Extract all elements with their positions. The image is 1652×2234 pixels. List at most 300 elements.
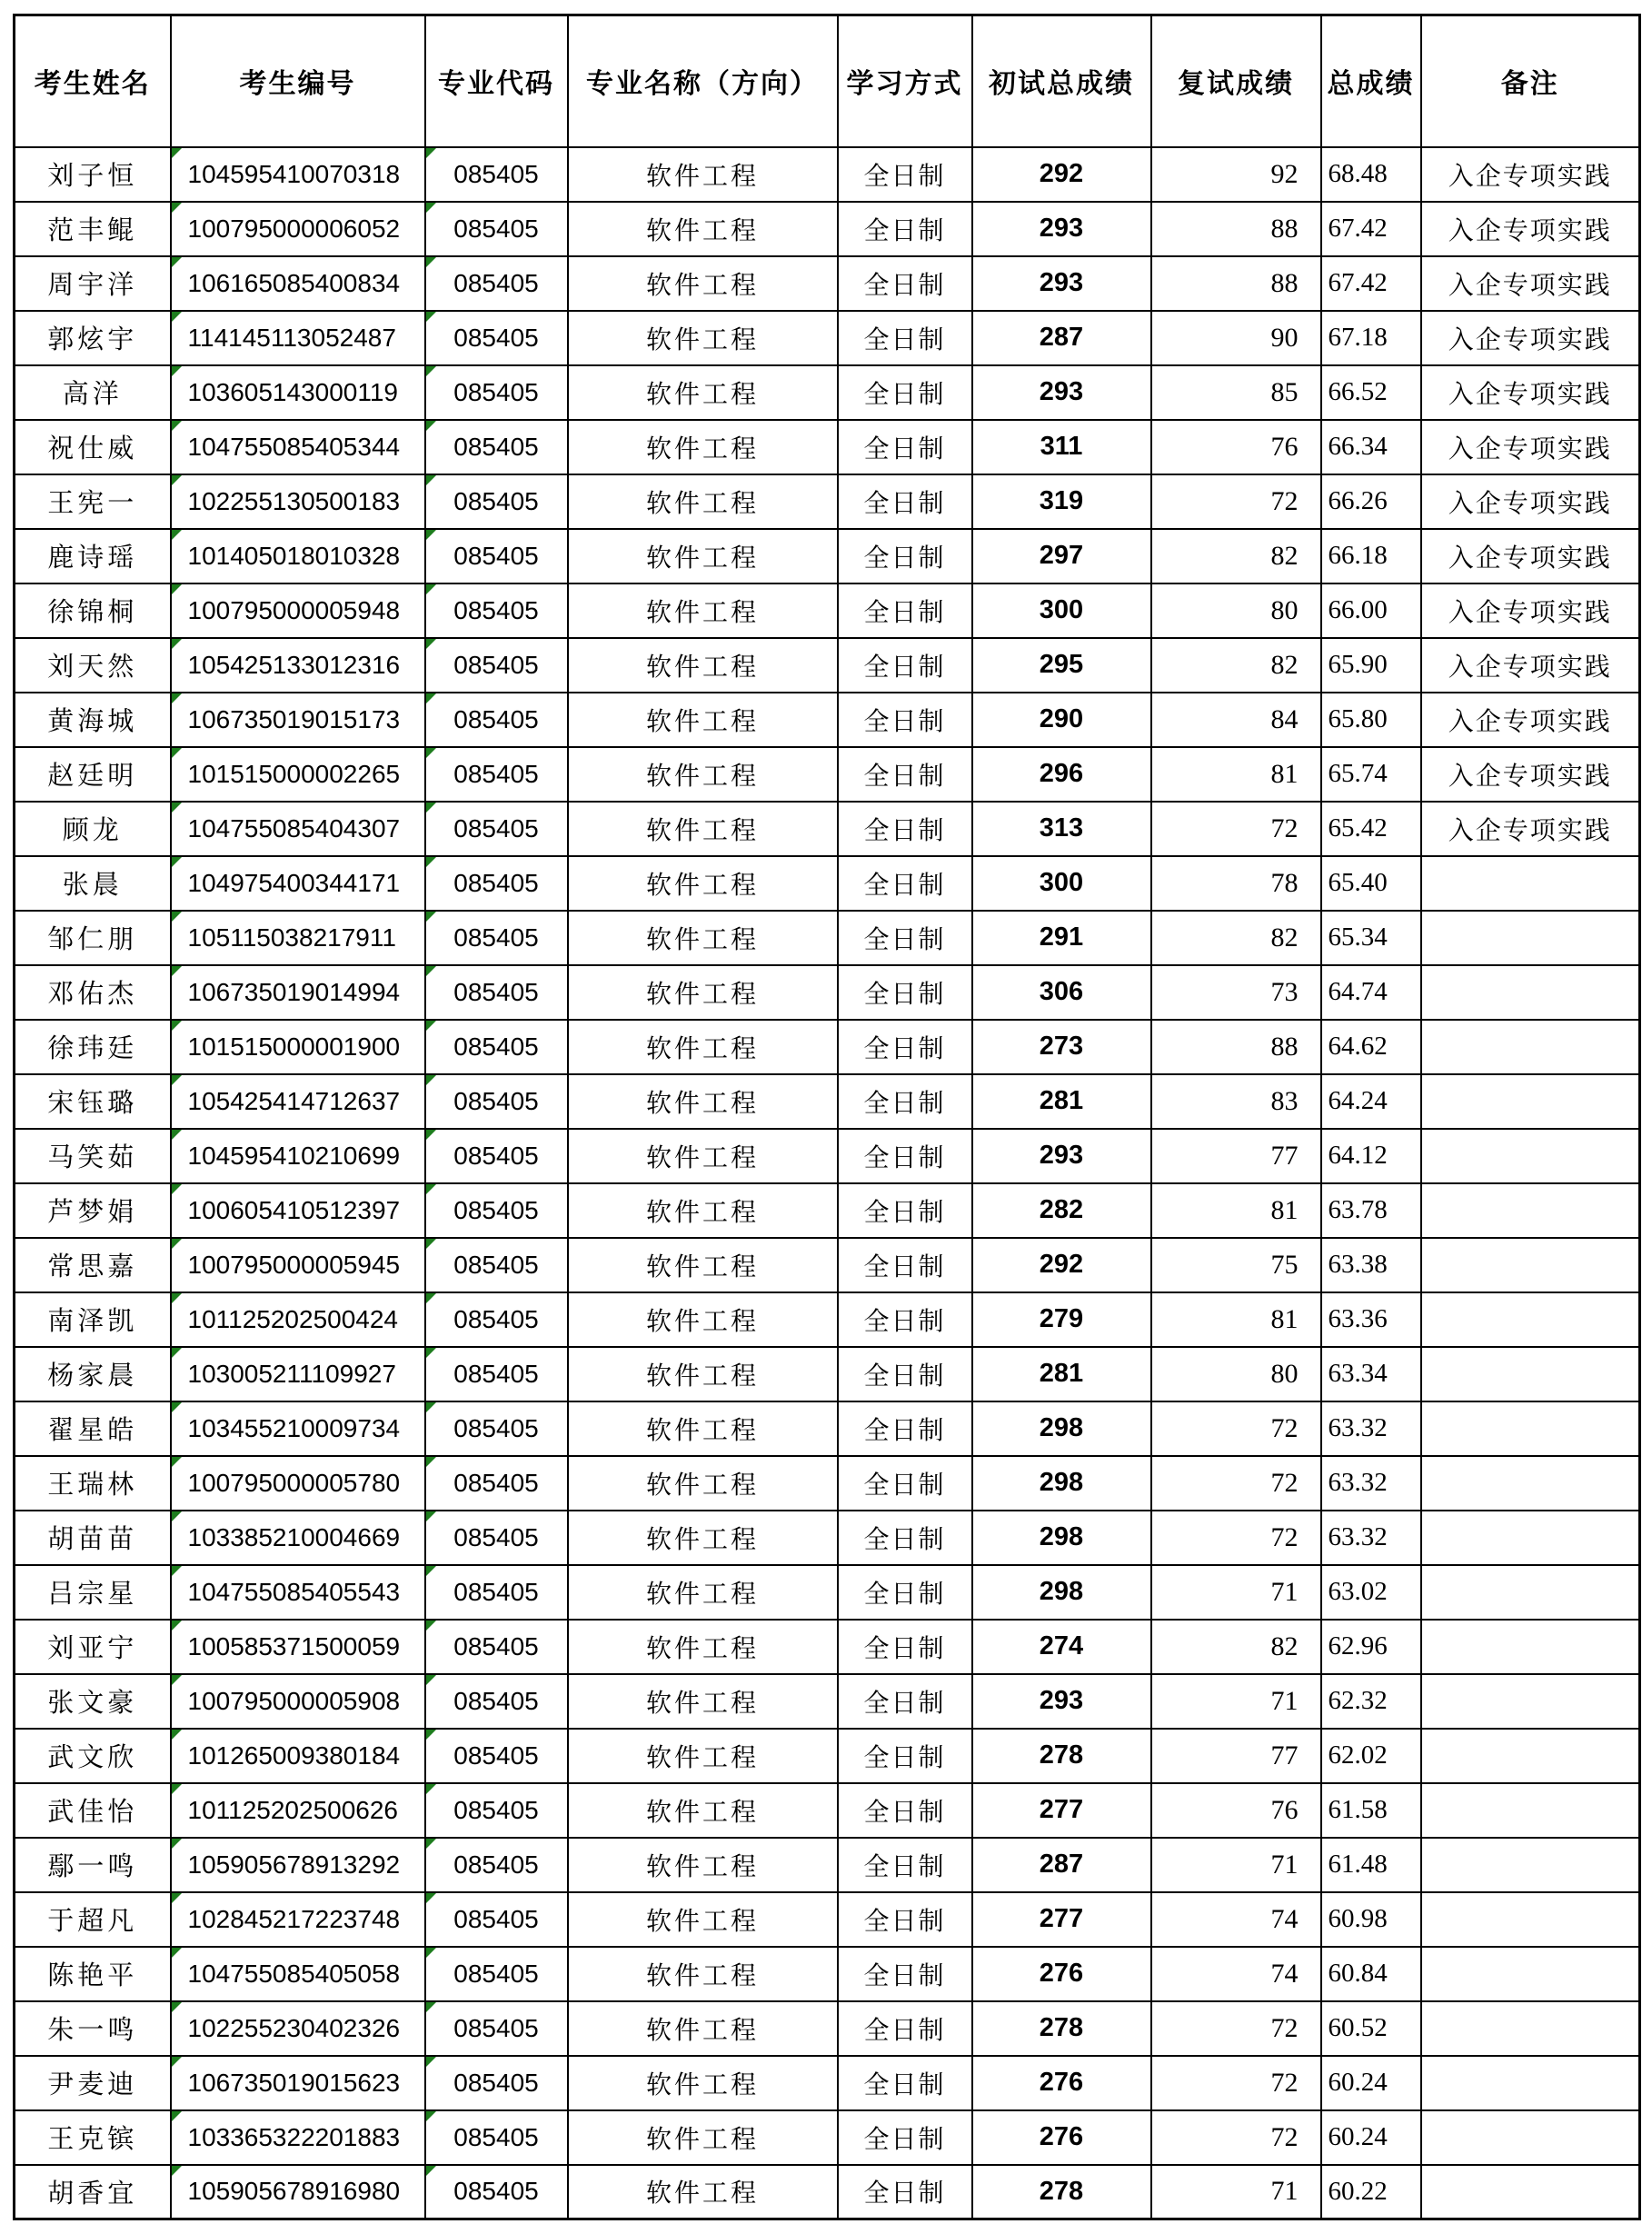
cell-candidate-name: 翟星皓 bbox=[15, 1401, 171, 1456]
cell-remarks bbox=[1421, 965, 1640, 1020]
error-indicator-icon bbox=[172, 257, 182, 267]
cell-initial-score: 293 bbox=[972, 1129, 1151, 1183]
cell-candidate-id: 103605143000119 bbox=[171, 365, 425, 420]
cell-candidate-id: 100605410512397 bbox=[171, 1183, 425, 1238]
cell-major-name: 软件工程 bbox=[568, 638, 838, 693]
table-row bbox=[15, 1783, 1640, 1838]
cell-remarks bbox=[1421, 1565, 1640, 1620]
error-indicator-icon bbox=[172, 1893, 182, 1903]
column-header-remarks: 备注 bbox=[1421, 15, 1640, 147]
cell-candidate-id: 104755085405344 bbox=[171, 420, 425, 474]
cell-initial-score: 293 bbox=[972, 202, 1151, 256]
table-row bbox=[15, 1347, 1640, 1401]
cell-retest-score: 92 bbox=[1151, 147, 1321, 202]
cell-remarks: 入企专项实践 bbox=[1421, 256, 1640, 311]
cell-candidate-id: 100795000005908 bbox=[171, 1674, 425, 1729]
cell-remarks bbox=[1421, 1838, 1640, 1892]
cell-major-name: 软件工程 bbox=[568, 1947, 838, 2001]
cell-candidate-id: 104595410210699 bbox=[171, 1129, 425, 1183]
cell-study-mode: 全日制 bbox=[838, 2110, 972, 2165]
cell-candidate-id: 101265009380184 bbox=[171, 1729, 425, 1783]
error-indicator-icon bbox=[172, 1239, 182, 1249]
cell-candidate-id: 100795000005945 bbox=[171, 1238, 425, 1292]
cell-retest-score: 77 bbox=[1151, 1129, 1321, 1183]
error-indicator-icon bbox=[172, 1075, 182, 1085]
error-indicator-icon bbox=[172, 1184, 182, 1194]
column-header-study-mode: 学习方式 bbox=[838, 15, 972, 147]
cell-candidate-id: 106165085400834 bbox=[171, 256, 425, 311]
cell-initial-score: 290 bbox=[972, 693, 1151, 747]
cell-retest-score: 81 bbox=[1151, 747, 1321, 802]
cell-initial-score: 298 bbox=[972, 1401, 1151, 1456]
cell-study-mode: 全日制 bbox=[838, 2056, 972, 2110]
cell-retest-score: 76 bbox=[1151, 420, 1321, 474]
cell-retest-score: 71 bbox=[1151, 1674, 1321, 1729]
cell-total-score: 65.34 bbox=[1321, 911, 1421, 965]
cell-major-code: 085405 bbox=[425, 1183, 568, 1238]
cell-candidate-name: 张晨 bbox=[15, 856, 171, 911]
column-header-major-code: 专业代码 bbox=[425, 15, 568, 147]
cell-major-code: 085405 bbox=[425, 1347, 568, 1401]
cell-total-score: 60.52 bbox=[1321, 2001, 1421, 2056]
cell-initial-score: 319 bbox=[972, 474, 1151, 529]
cell-study-mode: 全日制 bbox=[838, 474, 972, 529]
cell-study-mode: 全日制 bbox=[838, 1183, 972, 1238]
cell-candidate-id: 104755085405058 bbox=[171, 1947, 425, 2001]
cell-candidate-id: 101515000001900 bbox=[171, 1020, 425, 1074]
cell-major-name: 软件工程 bbox=[568, 911, 838, 965]
cell-candidate-name: 邓佑杰 bbox=[15, 965, 171, 1020]
cell-candidate-name: 芦梦娟 bbox=[15, 1183, 171, 1238]
cell-remarks: 入企专项实践 bbox=[1421, 802, 1640, 856]
cell-candidate-name: 鹿诗瑶 bbox=[15, 529, 171, 583]
results-sheet bbox=[13, 14, 1641, 2220]
error-indicator-icon bbox=[172, 312, 182, 322]
cell-total-score: 64.24 bbox=[1321, 1074, 1421, 1129]
cell-candidate-name: 祝仕威 bbox=[15, 420, 171, 474]
table-row bbox=[15, 802, 1640, 856]
cell-study-mode: 全日制 bbox=[838, 1674, 972, 1729]
error-indicator-icon bbox=[172, 1730, 182, 1740]
cell-total-score: 66.52 bbox=[1321, 365, 1421, 420]
cell-remarks bbox=[1421, 1401, 1640, 1456]
error-indicator-icon bbox=[172, 1457, 182, 1467]
cell-candidate-name: 吕宗星 bbox=[15, 1565, 171, 1620]
cell-initial-score: 278 bbox=[972, 1729, 1151, 1783]
cell-initial-score: 298 bbox=[972, 1511, 1151, 1565]
cell-total-score: 63.38 bbox=[1321, 1238, 1421, 1292]
cell-retest-score: 72 bbox=[1151, 2056, 1321, 2110]
cell-total-score: 60.84 bbox=[1321, 1947, 1421, 2001]
cell-remarks bbox=[1421, 1456, 1640, 1511]
cell-major-code: 085405 bbox=[425, 1074, 568, 1129]
cell-candidate-name: 顾龙 bbox=[15, 802, 171, 856]
cell-remarks bbox=[1421, 1892, 1640, 1947]
cell-retest-score: 83 bbox=[1151, 1074, 1321, 1129]
cell-candidate-name: 王克镔 bbox=[15, 2110, 171, 2165]
cell-major-code: 085405 bbox=[425, 1292, 568, 1347]
cell-study-mode: 全日制 bbox=[838, 1620, 972, 1674]
error-indicator-icon bbox=[426, 803, 436, 813]
cell-major-code: 085405 bbox=[425, 1892, 568, 1947]
cell-candidate-name: 武文欣 bbox=[15, 1729, 171, 1783]
cell-candidate-id: 104755085405543 bbox=[171, 1565, 425, 1620]
cell-major-name: 软件工程 bbox=[568, 474, 838, 529]
cell-retest-score: 71 bbox=[1151, 1838, 1321, 1892]
cell-candidate-name: 周宇洋 bbox=[15, 256, 171, 311]
cell-total-score: 60.24 bbox=[1321, 2056, 1421, 2110]
cell-candidate-name: 马笑茹 bbox=[15, 1129, 171, 1183]
cell-study-mode: 全日制 bbox=[838, 1892, 972, 1947]
error-indicator-icon bbox=[426, 1511, 436, 1521]
cell-study-mode: 全日制 bbox=[838, 365, 972, 420]
cell-remarks bbox=[1421, 1074, 1640, 1129]
cell-remarks bbox=[1421, 1292, 1640, 1347]
cell-initial-score: 287 bbox=[972, 1838, 1151, 1892]
cell-retest-score: 74 bbox=[1151, 1947, 1321, 2001]
cell-major-code: 085405 bbox=[425, 2110, 568, 2165]
cell-remarks bbox=[1421, 1020, 1640, 1074]
table-row bbox=[15, 1947, 1640, 2001]
error-indicator-icon bbox=[426, 1730, 436, 1740]
cell-remarks bbox=[1421, 1238, 1640, 1292]
cell-total-score: 63.32 bbox=[1321, 1511, 1421, 1565]
cell-retest-score: 71 bbox=[1151, 2165, 1321, 2219]
cell-candidate-name: 朱一鸣 bbox=[15, 2001, 171, 2056]
table-row bbox=[15, 1511, 1640, 1565]
cell-remarks bbox=[1421, 2110, 1640, 2165]
cell-initial-score: 297 bbox=[972, 529, 1151, 583]
cell-candidate-id: 103005211109927 bbox=[171, 1347, 425, 1401]
cell-candidate-id: 103365322201883 bbox=[171, 2110, 425, 2165]
cell-major-name: 软件工程 bbox=[568, 1292, 838, 1347]
cell-candidate-id: 101515000002265 bbox=[171, 747, 425, 802]
cell-candidate-id: 104755085404307 bbox=[171, 802, 425, 856]
cell-candidate-name: 武佳怡 bbox=[15, 1783, 171, 1838]
cell-candidate-id: 102255130500183 bbox=[171, 474, 425, 529]
cell-initial-score: 300 bbox=[972, 856, 1151, 911]
cell-initial-score: 293 bbox=[972, 365, 1151, 420]
cell-major-code: 085405 bbox=[425, 802, 568, 856]
cell-candidate-id: 100585371500059 bbox=[171, 1620, 425, 1674]
cell-remarks bbox=[1421, 911, 1640, 965]
cell-candidate-name: 邹仁朋 bbox=[15, 911, 171, 965]
cell-major-name: 软件工程 bbox=[568, 802, 838, 856]
cell-candidate-name: 刘亚宁 bbox=[15, 1620, 171, 1674]
error-indicator-icon bbox=[426, 1566, 436, 1576]
cell-retest-score: 77 bbox=[1151, 1729, 1321, 1783]
cell-major-code: 085405 bbox=[425, 965, 568, 1020]
cell-major-name: 软件工程 bbox=[568, 147, 838, 202]
error-indicator-icon bbox=[172, 2111, 182, 2121]
cell-study-mode: 全日制 bbox=[838, 911, 972, 965]
cell-major-name: 软件工程 bbox=[568, 1620, 838, 1674]
cell-retest-score: 88 bbox=[1151, 202, 1321, 256]
cell-initial-score: 276 bbox=[972, 1947, 1151, 2001]
error-indicator-icon bbox=[426, 421, 436, 431]
cell-major-name: 软件工程 bbox=[568, 202, 838, 256]
cell-candidate-id: 106735019015623 bbox=[171, 2056, 425, 2110]
cell-total-score: 63.78 bbox=[1321, 1183, 1421, 1238]
table-row bbox=[15, 856, 1640, 911]
cell-major-code: 085405 bbox=[425, 474, 568, 529]
cell-major-name: 软件工程 bbox=[568, 693, 838, 747]
cell-retest-score: 72 bbox=[1151, 1511, 1321, 1565]
cell-study-mode: 全日制 bbox=[838, 1838, 972, 1892]
table-row bbox=[15, 1838, 1640, 1892]
table-row bbox=[15, 1892, 1640, 1947]
error-indicator-icon bbox=[426, 1293, 436, 1303]
error-indicator-icon bbox=[172, 1675, 182, 1685]
cell-candidate-id: 105425133012316 bbox=[171, 638, 425, 693]
cell-study-mode: 全日制 bbox=[838, 202, 972, 256]
cell-major-code: 085405 bbox=[425, 1129, 568, 1183]
cell-candidate-name: 胡苗苗 bbox=[15, 1511, 171, 1565]
cell-retest-score: 88 bbox=[1151, 256, 1321, 311]
cell-major-code: 085405 bbox=[425, 911, 568, 965]
cell-initial-score: 278 bbox=[972, 2001, 1151, 2056]
cell-candidate-id: 105425414712637 bbox=[171, 1074, 425, 1129]
table-row bbox=[15, 911, 1640, 965]
error-indicator-icon bbox=[426, 1130, 436, 1140]
cell-candidate-name: 于超凡 bbox=[15, 1892, 171, 1947]
table-row bbox=[15, 693, 1640, 747]
cell-candidate-id: 104975400344171 bbox=[171, 856, 425, 911]
table-row bbox=[15, 747, 1640, 802]
error-indicator-icon bbox=[172, 2057, 182, 2067]
table-row bbox=[15, 147, 1640, 202]
cell-initial-score: 293 bbox=[972, 256, 1151, 311]
cell-candidate-name: 刘天然 bbox=[15, 638, 171, 693]
cell-candidate-name: 范丰鲲 bbox=[15, 202, 171, 256]
cell-major-name: 软件工程 bbox=[568, 2110, 838, 2165]
cell-study-mode: 全日制 bbox=[838, 583, 972, 638]
cell-initial-score: 276 bbox=[972, 2110, 1151, 2165]
cell-candidate-id: 100795000005780 bbox=[171, 1456, 425, 1511]
cell-major-code: 085405 bbox=[425, 583, 568, 638]
cell-study-mode: 全日制 bbox=[838, 1347, 972, 1401]
cell-study-mode: 全日制 bbox=[838, 256, 972, 311]
cell-remarks bbox=[1421, 1129, 1640, 1183]
cell-major-name: 软件工程 bbox=[568, 1838, 838, 1892]
cell-retest-score: 72 bbox=[1151, 1456, 1321, 1511]
cell-remarks: 入企专项实践 bbox=[1421, 474, 1640, 529]
cell-initial-score: 298 bbox=[972, 1565, 1151, 1620]
table-row bbox=[15, 2001, 1640, 2056]
error-indicator-icon bbox=[426, 530, 436, 540]
cell-total-score: 60.22 bbox=[1321, 2165, 1421, 2219]
cell-candidate-id: 106735019015173 bbox=[171, 693, 425, 747]
cell-retest-score: 73 bbox=[1151, 965, 1321, 1020]
column-header-candidate-name: 考生姓名 bbox=[15, 15, 171, 147]
cell-major-name: 软件工程 bbox=[568, 856, 838, 911]
table-row bbox=[15, 420, 1640, 474]
cell-study-mode: 全日制 bbox=[838, 311, 972, 365]
error-indicator-icon bbox=[172, 2002, 182, 2012]
column-header-initial-score: 初试总成绩 bbox=[972, 15, 1151, 147]
cell-total-score: 68.48 bbox=[1321, 147, 1421, 202]
cell-total-score: 61.48 bbox=[1321, 1838, 1421, 1892]
error-indicator-icon bbox=[426, 912, 436, 922]
cell-study-mode: 全日制 bbox=[838, 1565, 972, 1620]
cell-initial-score: 291 bbox=[972, 911, 1151, 965]
cell-major-name: 软件工程 bbox=[568, 1674, 838, 1729]
cell-major-code: 085405 bbox=[425, 1729, 568, 1783]
cell-remarks bbox=[1421, 1729, 1640, 1783]
cell-major-name: 软件工程 bbox=[568, 1783, 838, 1838]
cell-remarks bbox=[1421, 1183, 1640, 1238]
cell-initial-score: 295 bbox=[972, 638, 1151, 693]
table-row bbox=[15, 1401, 1640, 1456]
error-indicator-icon bbox=[172, 639, 182, 649]
column-header-total-score: 总成绩 bbox=[1321, 15, 1421, 147]
cell-initial-score: 287 bbox=[972, 311, 1151, 365]
cell-remarks bbox=[1421, 856, 1640, 911]
cell-major-name: 软件工程 bbox=[568, 1238, 838, 1292]
cell-major-code: 085405 bbox=[425, 147, 568, 202]
cell-major-name: 软件工程 bbox=[568, 1074, 838, 1129]
error-indicator-icon bbox=[172, 421, 182, 431]
cell-retest-score: 76 bbox=[1151, 1783, 1321, 1838]
cell-major-name: 软件工程 bbox=[568, 965, 838, 1020]
cell-study-mode: 全日制 bbox=[838, 2165, 972, 2219]
cell-study-mode: 全日制 bbox=[838, 1947, 972, 2001]
table-row bbox=[15, 256, 1640, 311]
cell-remarks bbox=[1421, 2056, 1640, 2110]
cell-study-mode: 全日制 bbox=[838, 802, 972, 856]
table-row bbox=[15, 2056, 1640, 2110]
error-indicator-icon bbox=[426, 2057, 436, 2067]
error-indicator-icon bbox=[172, 966, 182, 976]
cell-major-code: 085405 bbox=[425, 856, 568, 911]
cell-initial-score: 277 bbox=[972, 1892, 1151, 1947]
error-indicator-icon bbox=[426, 1348, 436, 1358]
column-header-major-name: 专业名称（方向） bbox=[568, 15, 838, 147]
error-indicator-icon bbox=[172, 693, 182, 703]
cell-candidate-name: 陈艳平 bbox=[15, 1947, 171, 2001]
cell-total-score: 63.32 bbox=[1321, 1401, 1421, 1456]
cell-major-code: 085405 bbox=[425, 2001, 568, 2056]
error-indicator-icon bbox=[172, 803, 182, 813]
error-indicator-icon bbox=[172, 1402, 182, 1412]
error-indicator-icon bbox=[426, 1948, 436, 1958]
error-indicator-icon bbox=[426, 639, 436, 649]
cell-major-code: 085405 bbox=[425, 693, 568, 747]
cell-total-score: 64.62 bbox=[1321, 1020, 1421, 1074]
cell-total-score: 67.42 bbox=[1321, 202, 1421, 256]
cell-initial-score: 278 bbox=[972, 2165, 1151, 2219]
cell-remarks: 入企专项实践 bbox=[1421, 747, 1640, 802]
cell-major-code: 085405 bbox=[425, 1565, 568, 1620]
cell-candidate-name: 尹麦迪 bbox=[15, 2056, 171, 2110]
cell-retest-score: 85 bbox=[1151, 365, 1321, 420]
cell-retest-score: 72 bbox=[1151, 1401, 1321, 1456]
error-indicator-icon bbox=[172, 475, 182, 485]
cell-total-score: 60.98 bbox=[1321, 1892, 1421, 1947]
cell-initial-score: 296 bbox=[972, 747, 1151, 802]
table-row bbox=[15, 1674, 1640, 1729]
cell-candidate-id: 101125202500626 bbox=[171, 1783, 425, 1838]
cell-retest-score: 82 bbox=[1151, 911, 1321, 965]
cell-total-score: 64.74 bbox=[1321, 965, 1421, 1020]
cell-study-mode: 全日制 bbox=[838, 747, 972, 802]
table-row bbox=[15, 1456, 1640, 1511]
cell-initial-score: 306 bbox=[972, 965, 1151, 1020]
cell-major-code: 085405 bbox=[425, 1674, 568, 1729]
table-row bbox=[15, 1074, 1640, 1129]
cell-remarks: 入企专项实践 bbox=[1421, 147, 1640, 202]
cell-major-code: 085405 bbox=[425, 1401, 568, 1456]
cell-retest-score: 75 bbox=[1151, 1238, 1321, 1292]
cell-major-code: 085405 bbox=[425, 202, 568, 256]
cell-candidate-id: 104595410070318 bbox=[171, 147, 425, 202]
cell-remarks: 入企专项实践 bbox=[1421, 638, 1640, 693]
cell-major-code: 085405 bbox=[425, 1511, 568, 1565]
error-indicator-icon bbox=[172, 1293, 182, 1303]
cell-retest-score: 72 bbox=[1151, 2110, 1321, 2165]
error-indicator-icon bbox=[172, 1511, 182, 1521]
error-indicator-icon bbox=[426, 2166, 436, 2176]
cell-study-mode: 全日制 bbox=[838, 638, 972, 693]
error-indicator-icon bbox=[426, 1621, 436, 1631]
error-indicator-icon bbox=[172, 1348, 182, 1358]
cell-major-name: 软件工程 bbox=[568, 1347, 838, 1401]
cell-major-name: 软件工程 bbox=[568, 1729, 838, 1783]
cell-total-score: 63.36 bbox=[1321, 1292, 1421, 1347]
cell-candidate-name: 胡香宜 bbox=[15, 2165, 171, 2219]
cell-major-code: 085405 bbox=[425, 2056, 568, 2110]
cell-candidate-name: 赵廷明 bbox=[15, 747, 171, 802]
cell-remarks: 入企专项实践 bbox=[1421, 529, 1640, 583]
cell-study-mode: 全日制 bbox=[838, 693, 972, 747]
table-row bbox=[15, 1729, 1640, 1783]
cell-total-score: 67.42 bbox=[1321, 256, 1421, 311]
table-row bbox=[15, 965, 1640, 1020]
cell-study-mode: 全日制 bbox=[838, 147, 972, 202]
cell-candidate-id: 106735019014994 bbox=[171, 965, 425, 1020]
cell-candidate-name: 刘子恒 bbox=[15, 147, 171, 202]
cell-retest-score: 88 bbox=[1151, 1020, 1321, 1074]
error-indicator-icon bbox=[172, 366, 182, 376]
cell-study-mode: 全日制 bbox=[838, 856, 972, 911]
error-indicator-icon bbox=[172, 1948, 182, 1958]
cell-retest-score: 81 bbox=[1151, 1292, 1321, 1347]
cell-major-code: 085405 bbox=[425, 2165, 568, 2219]
cell-total-score: 67.18 bbox=[1321, 311, 1421, 365]
cell-initial-score: 292 bbox=[972, 147, 1151, 202]
cell-major-name: 软件工程 bbox=[568, 2056, 838, 2110]
cell-major-name: 软件工程 bbox=[568, 1401, 838, 1456]
cell-candidate-name: 王宪一 bbox=[15, 474, 171, 529]
error-indicator-icon bbox=[172, 2166, 182, 2176]
table-row bbox=[15, 1620, 1640, 1674]
cell-major-code: 085405 bbox=[425, 1838, 568, 1892]
cell-total-score: 63.32 bbox=[1321, 1456, 1421, 1511]
cell-total-score: 66.34 bbox=[1321, 420, 1421, 474]
cell-remarks: 入企专项实践 bbox=[1421, 420, 1640, 474]
error-indicator-icon bbox=[426, 312, 436, 322]
error-indicator-icon bbox=[172, 1621, 182, 1631]
cell-study-mode: 全日制 bbox=[838, 1783, 972, 1838]
error-indicator-icon bbox=[426, 1184, 436, 1194]
cell-major-code: 085405 bbox=[425, 638, 568, 693]
cell-candidate-id: 100795000005948 bbox=[171, 583, 425, 638]
cell-study-mode: 全日制 bbox=[838, 1456, 972, 1511]
cell-remarks bbox=[1421, 1511, 1640, 1565]
cell-retest-score: 71 bbox=[1151, 1565, 1321, 1620]
cell-retest-score: 81 bbox=[1151, 1183, 1321, 1238]
cell-major-code: 085405 bbox=[425, 747, 568, 802]
